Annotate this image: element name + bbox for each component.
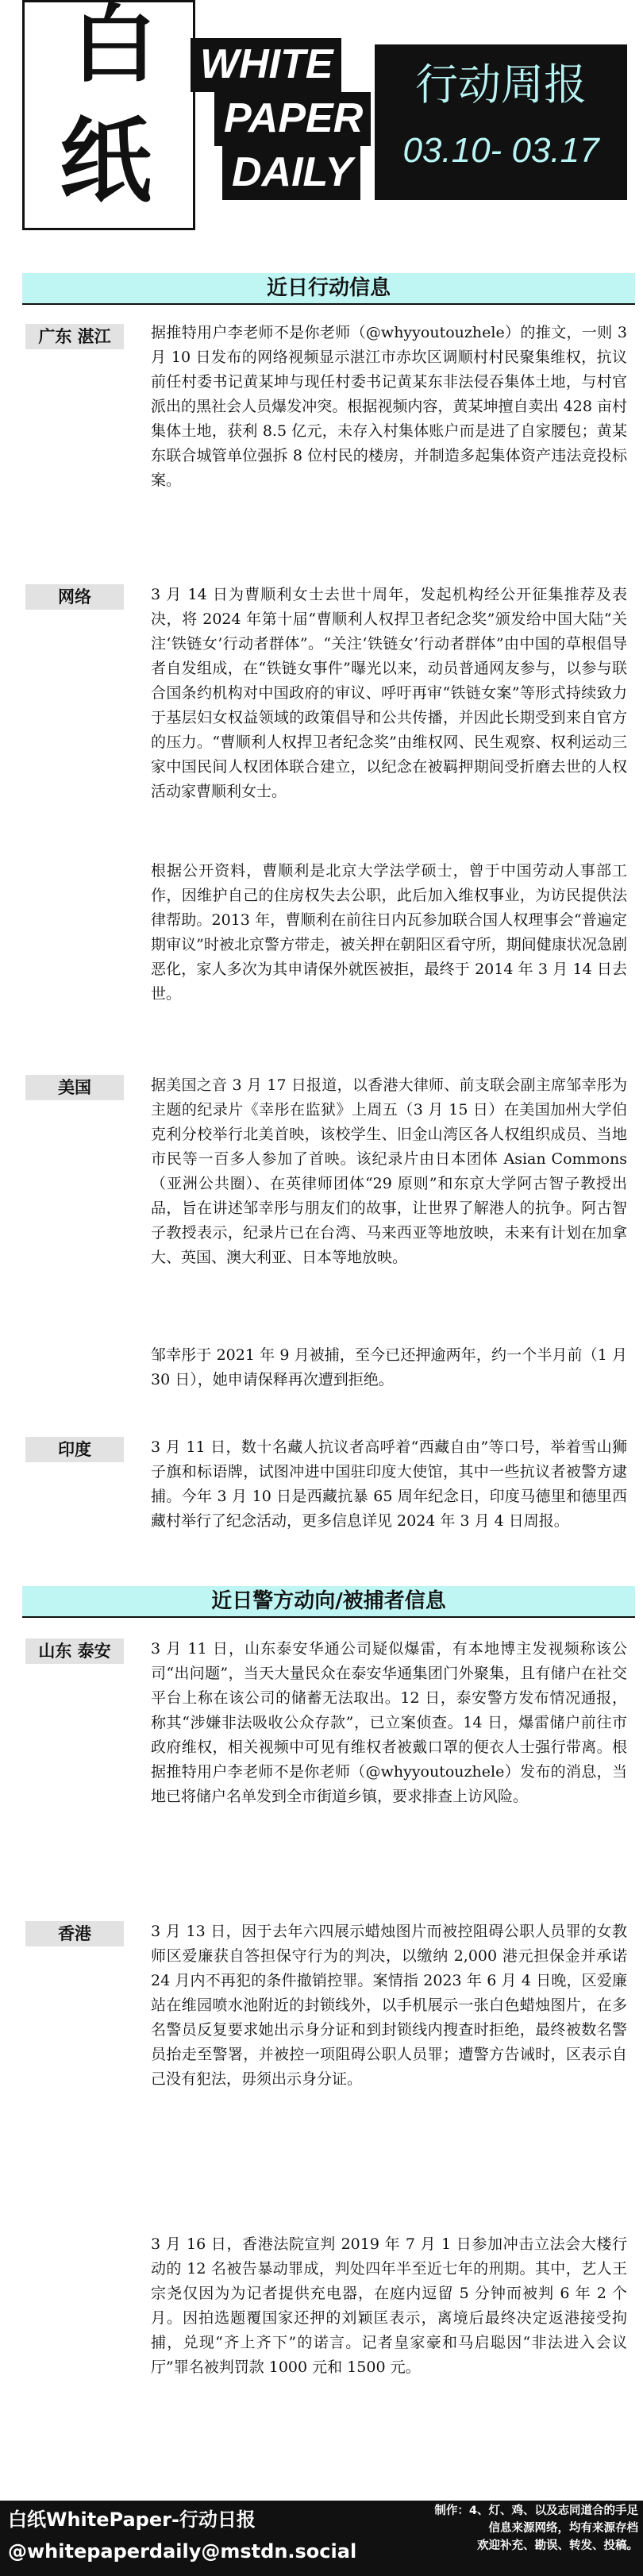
region-label-usa: 美国 — [25, 1075, 124, 1100]
weekly-dates: 03.10- 03.17 — [402, 131, 599, 170]
footer-credits — [391, 2502, 638, 2555]
footer-credit-line: 制作：4、灯、鸡、以及志同道合的手足 — [434, 2505, 638, 2517]
region-label-guangdong: 广东 湛江 — [25, 324, 124, 349]
footer-credit-line: 欢迎补充、勘误、转发、投稿。 — [477, 2539, 638, 2552]
news-paragraph: 3 月 11 日，数十名藏人抗议者高呼着“西藏自由”等口号，举着雪山狮子旗和标语牌，试图冲进中国驻印度大使馆，其中一些抗议者被警方逮捕。今年 3 月 10 日是西藏抗暴 65 周年纪念日，印度马德里和德里西藏村举行了纪念活动，更多信息详见 2024 年 3 月 4 日周报。 — [151, 1438, 627, 1530]
masthead-cn-box — [22, 0, 195, 230]
masthead-char-white: 白 — [72, 0, 156, 94]
section-title-police: 近日警方动向/被捕者信息 — [22, 1586, 635, 1616]
section-title-actions: 近日行动信息 — [22, 273, 635, 303]
news-paragraph: 3 月 16 日，香港法院宣判 2019 年 7 月 1 日参加冲击立法会大楼行动的 12 名被告暴动罪成，判处四年半至近七年的刑期。其中，艺人王宗尧仅因为为记者提供充电器，在庭内逗留 5 分钟而被判 6 年 2 个月。因拍选题覆国家还押的刘颖匡表示，离境后最终决定返港接受拘捕，兑现“齐上齐下”的诺言。记者皇家豪和马启聪因“非法进入会议厅”罪名被判罚款 1000 元和 1500 元。 — [151, 2235, 627, 2376]
region-label-shandong: 山东 泰安 — [25, 1638, 124, 1664]
masthead — [0, 0, 643, 238]
section-divider — [22, 303, 635, 305]
footer-mastodon-handle[interactable]: @whitepaperdaily@mstdn.social — [8, 2540, 357, 2563]
news-paragraph: 据美国之音 3 月 17 日报道，以香港大律师、前支联会副主席邹幸彤为主题的纪录片《幸彤在监狱》上周五（3 月 15 日）在美国加州大学伯克利分校举行北美首映，该校学生、旧金山湾区各人权组织成员、当地市民等一百多人参加了首映。该纪录片由日本团体 Asian Commons（亚洲公共圈）、在英律师团体“29 原则”和东京大学阿古智子教授出品，旨在讲述邹幸彤与朋友们的故事，让世界了解港人的抗争。阿古智子教授表示，纪录片已在台湾、马来西亚等地放映，未来有计划在加拿大、英国、澳大利亚、日本等地放映。 — [151, 1076, 627, 1266]
region-label-online: 网络 — [25, 584, 124, 610]
masthead-en-line-2: PAPER — [214, 92, 371, 146]
footer — [0, 2501, 643, 2576]
news-paragraph: 3 月 14 日为曹顺利女士去世十周年，发起机构经公开征集推荐及表决，将 2024 年第十届“曹顺利人权捍卫者纪念奖”颁发给中国大陆“关注‘铁链女’行动者群体”。“关注‘铁链女’行动者群体”由中国的草根倡导者自发组成，在“铁链女事件”曝光以来，动员普通网友参与，以参与联合国条约机构对中国政府的审议、呼吁再审“铁链女案”等形式持续致力于基层妇女权益领域的政策倡导和公共传播，并因此长期受到来自官方的压力。“曹顺利人权捍卫者纪念奖”由维权网、民生观察、权利运动三家中国民间人权团体联合建立，以纪念在被羁押期间受折磨去世的人权活动家曹顺利女士。 — [151, 586, 627, 800]
masthead-en-line-1: WHITE — [191, 38, 341, 92]
news-paragraph: 3 月 13 日，因于去年六四展示蜡烛图片而被控阻碍公职人员罪的女教师区爱廉获自答担保守行为的判决，以缴纳 2,000 港元担保金并承诺 24 月内不再犯的条件撤销控罪。案情指 2023 年 6 月 4 日晚，区爱廉站在维园喷水池附近的封锁线外，以手机展示一张白色蜡烛图片，在多名警员反复要求她出示身分证和到封锁线内搜查时拒绝，最终被数名警员抬走至警署，并被控一项阻碍公职人员罪；遭警方告诫时，区表示自己没有犯法，毋须出示身分证。 — [151, 1923, 627, 2088]
section-divider — [22, 1616, 635, 1618]
news-paragraph: 根据公开资料，曹顺利是北京大学法学硕士，曾于中国劳动人事部工作，因维护自己的住房权失去公职，此后加入维权事业，为访民提供法律帮助。2013 年，曹顺利在前往日内瓦参加联合国人权理事会“普遍定期审议”时被北京警方带走，被关押在朝阳区看守所，期间健康状况急剧恶化，家人多次为其申请保外就医被拒，最终于 2014 年 3 月 14 日去世。 — [151, 862, 627, 1003]
region-label-india: 印度 — [25, 1437, 124, 1462]
footer-publication-name: 白纸WhitePaper-行动日报 — [8, 2509, 256, 2531]
news-paragraph: 3 月 11 日，山东泰安华通公司疑似爆雷，有本地博主发视频称该公司“出问题”，当天大量民众在泰安华通集团门外聚集，且有储户在社交平台上称在该公司的储蓄无法取出。12 日，泰安警方发布情况通报，称其“涉嫌非法吸收公众存款”，已立案侦查。14 日，爆雷储户前往市政府维权，相关视频中可见有维权者被戴口罩的便衣人士强行带离。根据推特用户李老师不是你老师（@whyyoutouzhele）发布的消息，当地已将储户名单发到全市街道乡镇，要求排查上访风险。 — [151, 1640, 627, 1805]
region-label-hongkong: 香港 — [25, 1921, 124, 1946]
news-paragraph: 据推特用户李老师不是你老师（@whyyoutouzhele）的推文，一则 3 月 10 日发布的网络视频显示湛江市赤坎区调顺村村民聚集维权，抗议前任村委书记黄某坤与现任村委书记黄某东非法侵吞集体土地，与村官派出的黑社会人员爆发冲突。根据视频内容，黄某坤擅自卖出 428 亩村集体土地，获利 8.5 亿元，未存入村集体账户而是进了自家腰包；黄某东联合城管单位强拆 8 位村民的楼房，并制造多起集体资产违法竞投标案。 — [151, 324, 627, 489]
weekly-banner — [375, 44, 627, 200]
footer-credit-line: 信息来源网络，均有来源存档 — [488, 2522, 638, 2535]
masthead-english-title — [191, 38, 373, 200]
news-paragraph: 邹幸彤于 2021 年 9 月被捕，至今已还押逾两年，约一个半月前（1 月 30 日），她申请保释再次遭到拒绝。 — [151, 1346, 627, 1388]
weekly-title: 行动周报 — [415, 60, 587, 110]
masthead-char-paper: 纸 — [60, 107, 152, 215]
masthead-en-line-3: DAILY — [222, 146, 360, 200]
